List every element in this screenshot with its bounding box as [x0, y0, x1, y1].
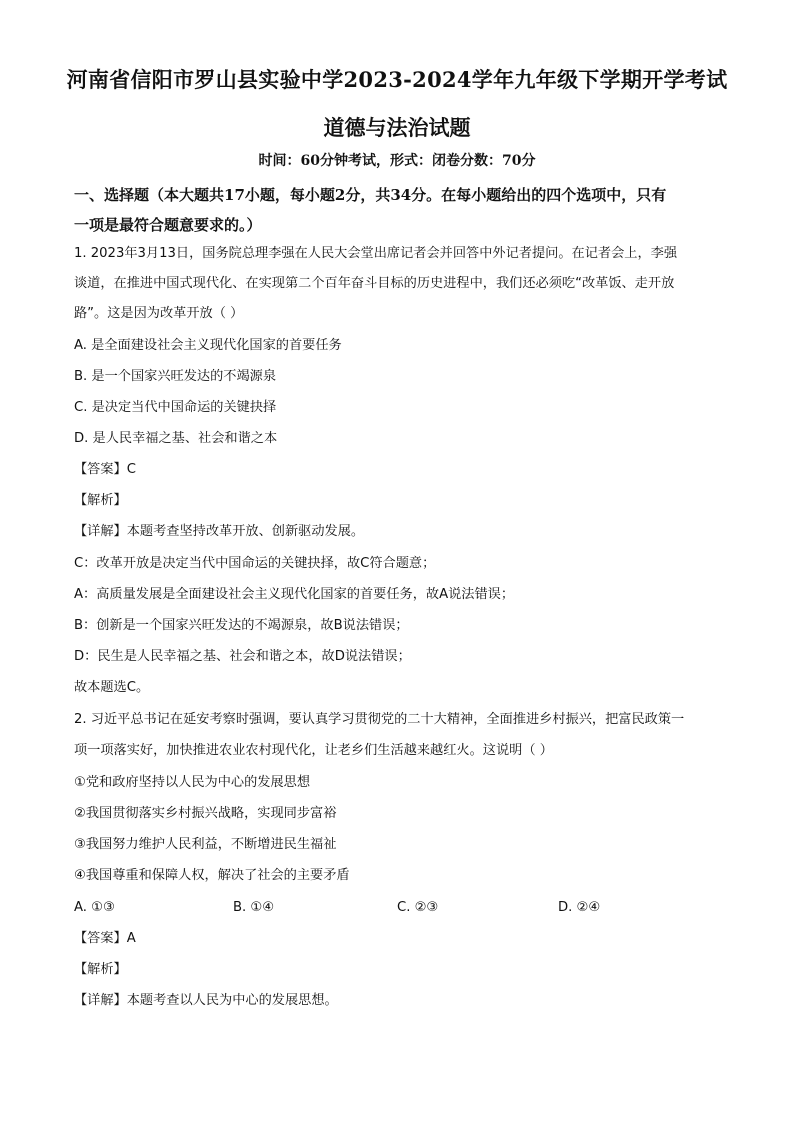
answer-tag: 【答案】 — [74, 931, 127, 946]
detail-tag: 【详解】 — [74, 524, 127, 539]
q2-statement-3: ③我国努力维护人民利益，不断增进民生福祉 — [74, 837, 337, 852]
q1-option-c: C. 是决定当代中国命运的关键抉择 — [74, 400, 277, 415]
section-heading — [74, 180, 734, 240]
q1-answer — [74, 459, 734, 481]
q2-stem-line2: 项一项落实好，加快推进农业农村现代化，让老乡们生活越来越红火。这说明（ ） — [74, 743, 553, 758]
q1-option-b: B. 是一个国家兴旺发达的不竭源泉 — [74, 369, 277, 384]
q1-detail — [74, 521, 734, 543]
q1-explain-line: D：民生是人民幸福之基、社会和谐之本，故D说法错误； — [74, 649, 411, 664]
q1-explain-line: B：创新是一个国家兴旺发达的不竭源泉，故B说法错误； — [74, 618, 409, 633]
q2-statement-4: ④我国尊重和保障人权，解决了社会的主要矛盾 — [74, 868, 350, 883]
q2-option-a: A. ①③ — [74, 900, 115, 915]
q1-explain-line: C：改革开放是决定当代中国命运的关键抉择，故C符合题意； — [74, 556, 436, 571]
q1-explain-line: 故本题选C。 — [74, 680, 150, 695]
detail-text: 本题考查以人民为中心的发展思想。 — [126, 993, 338, 1008]
q2-option-b: B. ①④ — [233, 900, 275, 915]
q1-explain-line: A：高质量发展是全面建设社会主义现代化国家的首要任务，故A说法错误； — [74, 587, 515, 602]
exam-subject: 道德与法治试题 — [323, 115, 471, 140]
q2-detail — [74, 990, 734, 1012]
q2-stem-line1: 2. 习近平总书记在延安考察时强调，要认真学习贯彻党的二十大精神，全面推进乡村振兴，把富民政策一 — [74, 712, 685, 727]
exam-meta: 时间：60分钟考试，形式：闭卷分数：70分 — [258, 153, 536, 169]
q1-option-d: D. 是人民幸福之基、社会和谐之本 — [74, 431, 278, 446]
q1-stem-line1: 1. 2023年3月13日，国务院总理李强在人民大会堂出席记者会并回答中外记者提问。在记者会上，李强 — [74, 246, 678, 261]
q1-stem-line3: 路”。这是因为改革开放（ ） — [74, 306, 244, 321]
detail-text: 本题考查坚持改革开放、创新驱动发展。 — [126, 524, 365, 539]
q2-answer — [74, 928, 734, 950]
answer-value: C — [126, 462, 136, 477]
exam-title: 河南省信阳市罗山县实验中学2023-2024学年九年级下学期开学考试 — [66, 67, 728, 92]
detail-tag: 【详解】 — [74, 993, 127, 1008]
q2-option-c: C. ②③ — [397, 900, 439, 915]
q2-statement-1: ①党和政府坚持以人民为中心的发展思想 — [74, 775, 311, 790]
section-heading-line1: 一、选择题（本大题共17小题，每小题2分，共34分。在每小题给出的四个选项中，只有 — [74, 186, 667, 204]
section-heading-line2: 一项是最符合题意要求的。） — [74, 216, 262, 234]
q2-statement-2: ②我国贯彻落实乡村振兴战略，实现同步富裕 — [74, 806, 337, 821]
answer-tag: 【答案】 — [74, 462, 127, 477]
q1-option-a: A. 是全面建设社会主义现代化国家的首要任务 — [74, 338, 342, 353]
q1-analysis-tag: 【解析】 — [74, 493, 127, 508]
q1-stem-line2: 谈道，在推进中国式现代化、在实现第二个百年奋斗目标的历史进程中，我们还必须吃“改革饭、走开放 — [74, 276, 675, 291]
q2-analysis-tag: 【解析】 — [74, 962, 127, 977]
answer-value: A — [126, 931, 136, 946]
q2-option-d: D. ②④ — [558, 900, 601, 915]
